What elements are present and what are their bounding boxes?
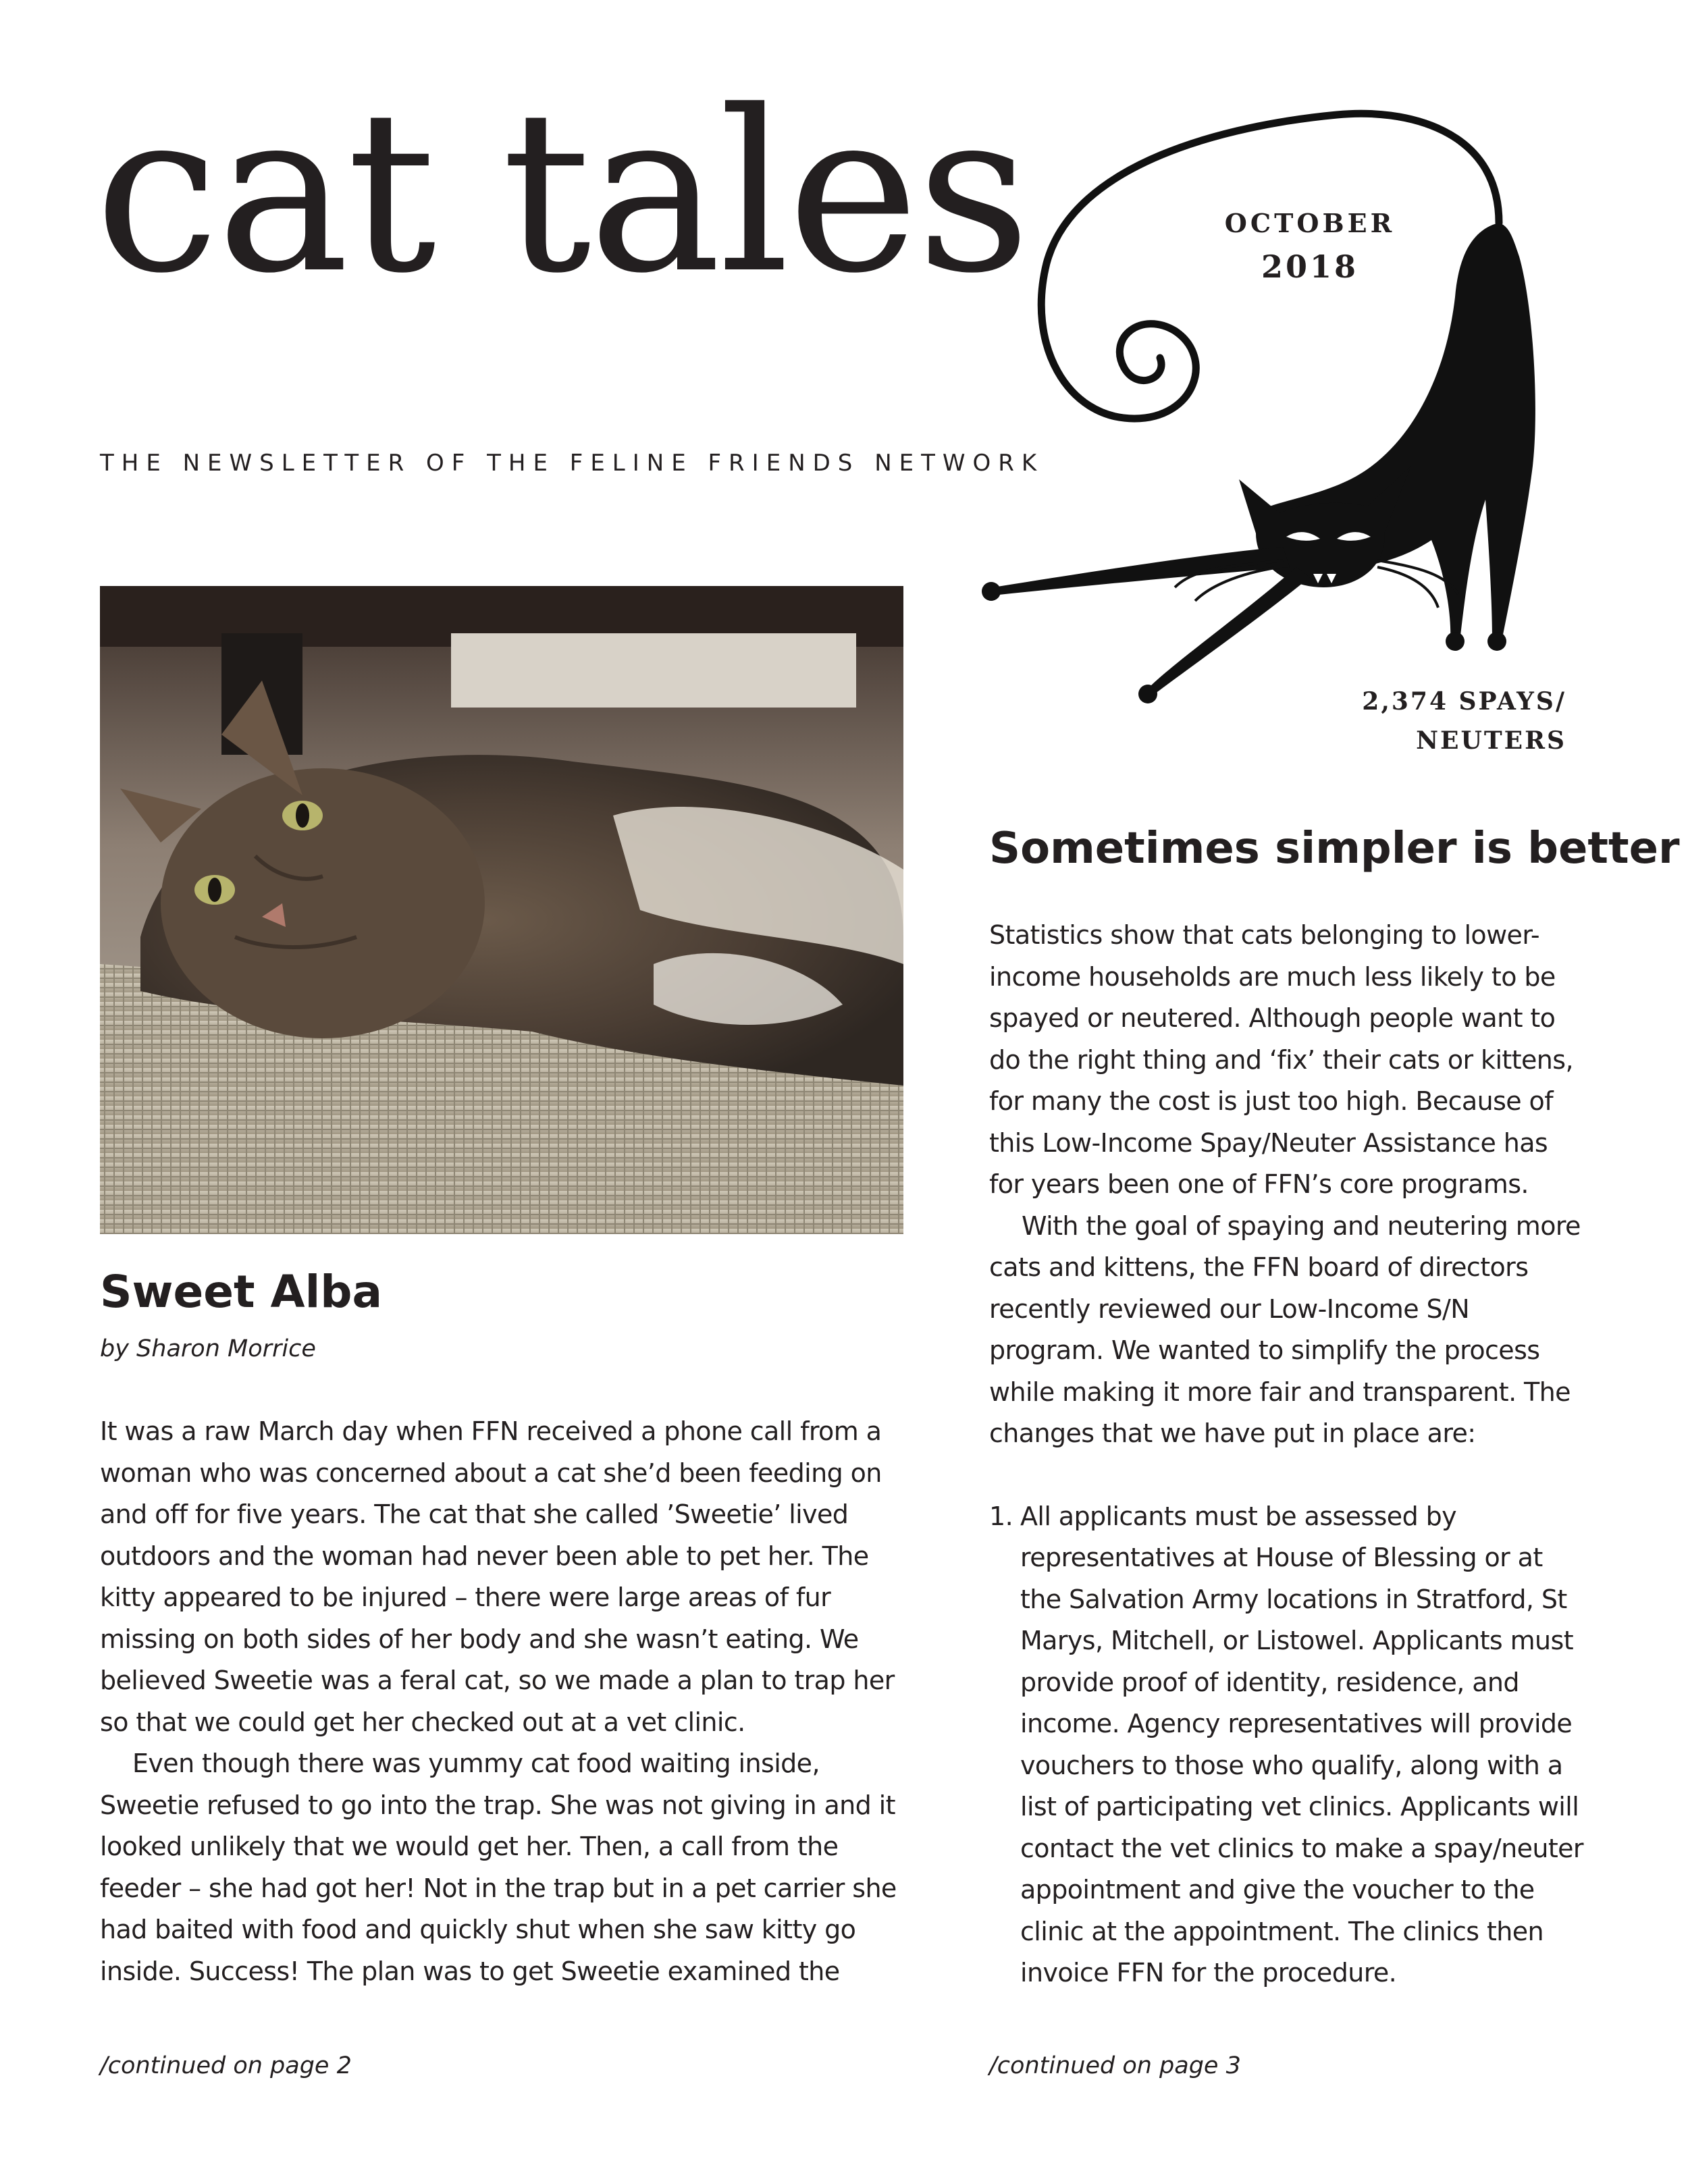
left-article-paragraph: Even though there was yummy cat food waiting inside, Sweetie refused to go into the trap. She was not giving in and it looked unlikely that we would get her. Then, a call from the feeder – she had got her! Not in the trap but in a pet carrier she had baited with food and quickly shut when she saw kitty go inside. Success! The plan was to get Sweetie examined the (100, 1749, 897, 1986)
newsletter-title (95, 63, 1028, 419)
right-article-paragraph: With the goal of spaying and neutering more cats and kittens, the FFN board of directors recently reviewed our Low-Income S/N program. We wanted to simplify the process while making it more fair and transparent. The changes that we have put in place are: (989, 1210, 1581, 1448)
right-article-paragraph: Statistics show that cats belonging to lower-income households are much less likely to be spayed or neutered. Although people want to do the right thing and ‘fix’ their cats or kittens, for many the cost is just too high. Because of this Low-Income Spay/Neuter Assistance has for years been one of FFN’s core programs. (989, 920, 1573, 1199)
right-article-headline: Sometimes simpler is better (989, 824, 1680, 874)
cat-front-leg (993, 547, 1290, 595)
left-article-headline: Sweet Alba (100, 1266, 383, 1318)
newsletter-tagline: THE NEWSLETTER OF THE FELINE FRIENDS NETWORK (100, 450, 1045, 477)
issue-year: 2018 (1261, 248, 1359, 285)
list-item (989, 1496, 1583, 1994)
spay-neuter-count (1283, 682, 1566, 760)
cat-second-leg (1148, 567, 1310, 694)
spay-neuter-count-line2: NEUTERS (1416, 726, 1566, 755)
right-article-body (989, 915, 1583, 1994)
issue-month: OCTOBER (1224, 208, 1396, 238)
left-article-paragraph: It was a raw March day when FFN received a phone call from a woman who was concerned about a cat she’d been feeding on and off for five years. The cat that she called ’Sweetie’ lived outdoors and the woman had never been able to pet her. The kitty appeared to be injured – there were large areas of fur missing on both sides of her body and she wasn’t eating. We believed Sweetie was a feral cat, so we made a plan to trap her so that we could get her checked out at a vet clinic. (100, 1416, 895, 1737)
newsletter-title-text: cat tales (95, 63, 1028, 322)
left-article-body (100, 1411, 897, 1992)
right-article-continued-link[interactable]: /continued on page 3 (989, 2052, 1241, 2079)
list-item-number: 1. (989, 1501, 1013, 1531)
list-item-text: All applicants must be assessed by representatives at House of Blessing or at the Salvation Army locations in Stratford, St Marys, Mitchell, or Listowel. Applicants must provide proof of identity, residence, and income. Agency representatives will provide vouchers to those who qualify, along with a list of participating vet clinics. Applicants will contact the vet clinics to make a spay/neuter appointment and give the voucher to the clinic at the appointment. The clinics then invoice FFN for the procedure. (1020, 1501, 1583, 1988)
spay-neuter-count-line1: 2,374 SPAYS/ (1362, 687, 1566, 716)
left-article-continued-link[interactable]: /continued on page 2 (100, 2052, 352, 2079)
left-article-byline: by Sharon Morrice (100, 1335, 316, 1362)
cat-photo (100, 586, 903, 1234)
stretching-cat-illustration (972, 101, 1593, 743)
